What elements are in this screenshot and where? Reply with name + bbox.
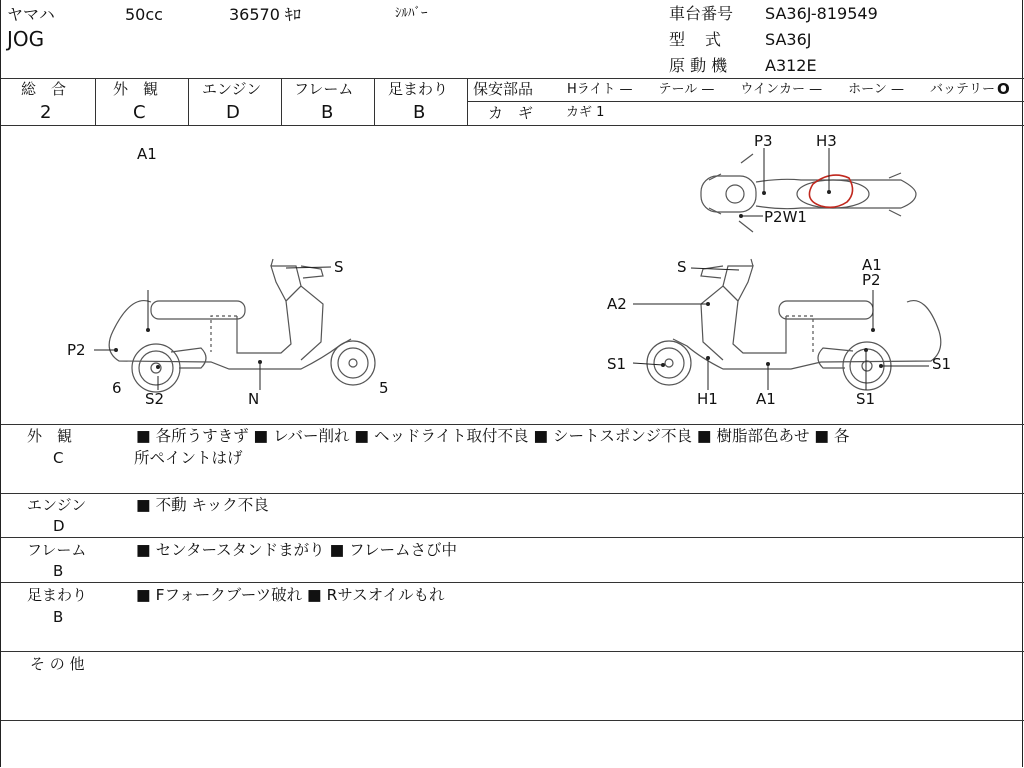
label-right-a1-bottom: A1	[756, 390, 776, 408]
label-top-p3: P3	[754, 132, 773, 150]
section-exterior-line2: 所ペイントはげ	[134, 449, 243, 467]
label-top-h3: H3	[816, 132, 837, 150]
section-engine-line1: ■ 不動 キック不良	[136, 496, 269, 514]
safety-items: Hライト — テール — ウインカー — ホーン — バッテリー	[567, 82, 996, 97]
label-left-5: 5	[379, 379, 389, 397]
divider-section-4	[1, 651, 1024, 652]
frame-no-label: 車台番号	[669, 4, 734, 23]
grade-sep-1	[95, 78, 96, 125]
section-name-frame: フレーム	[27, 541, 87, 559]
grade-label-overall: 総 合	[21, 80, 67, 98]
key-label: カ ギ	[488, 104, 534, 122]
grade-label-engine: エンジン	[202, 80, 262, 98]
frame-no: SA36J-819549	[765, 4, 878, 23]
grade-value-overall: 2	[40, 102, 52, 123]
section-grade-exterior: C	[53, 449, 64, 467]
divider-section-2	[1, 537, 1024, 538]
section-name-engine: エンジン	[27, 496, 87, 514]
section-exterior-line1: ■ 各所うすきず ■ レバー削れ ■ ヘッドライト取付不良 ■ シートスポンジ不良 ■ 樹脂部色あせ ■ 各	[136, 427, 850, 445]
grade-sep-5	[467, 78, 468, 125]
label-right-a1: A1	[862, 256, 882, 274]
type-label: 型 式	[669, 30, 724, 49]
section-grade-suspension: B	[53, 608, 64, 626]
divider-safety	[468, 101, 1024, 102]
grade-label-exterior: 外 観	[113, 80, 159, 98]
type-value: SA36J	[765, 30, 812, 49]
label-right-a2: A2	[607, 295, 627, 313]
label-left-6: 6	[112, 379, 122, 397]
label-right-s1-front: S1	[607, 355, 627, 373]
divider-section-1	[1, 493, 1024, 494]
engine-value: A312E	[765, 56, 817, 75]
section-grade-frame: B	[53, 562, 64, 580]
section-name-suspension: 足まわり	[27, 586, 88, 604]
maker: ヤマハ	[7, 5, 55, 24]
top-view-scooter	[701, 154, 916, 232]
divider-top	[1, 78, 1024, 79]
grade-value-suspension: B	[413, 102, 426, 123]
label-left-n: N	[248, 390, 260, 408]
grade-sep-4	[374, 78, 375, 125]
right-side-scooter	[647, 256, 941, 390]
divider-section-5	[1, 720, 1024, 721]
section-frame-line1: ■ センタースタンドまがり ■ フレームさび中	[136, 541, 458, 559]
grade-value-frame: B	[321, 102, 334, 123]
label-right-p2: P2	[862, 271, 881, 289]
battery-mark: O	[997, 80, 1010, 98]
callout-lines	[94, 145, 929, 390]
label-right-s: S	[677, 258, 687, 276]
grade-value-exterior: C	[133, 102, 146, 123]
grade-label-frame: フレーム	[294, 80, 354, 98]
grade-sep-3	[281, 78, 282, 125]
section-suspension-line1: ■ Fフォークブーツ破れ ■ Rサスオイルもれ	[136, 586, 445, 604]
section-name-exterior: 外 観	[27, 427, 73, 445]
label-left-s: S	[334, 258, 344, 276]
key-value: カギ 1	[566, 105, 605, 120]
grade-label-suspension: 足まわり	[388, 80, 449, 98]
label-left-s2: S2	[145, 390, 165, 408]
label-left-a1: A1	[137, 145, 157, 163]
left-side-scooter	[109, 259, 375, 392]
section-grade-engine: D	[53, 517, 65, 535]
grade-sep-2	[188, 78, 189, 125]
label-left-p2: P2	[67, 341, 86, 359]
divider-section-3	[1, 582, 1024, 583]
mileage: 36570 ｷﾛ	[229, 5, 301, 24]
label-top-p2w1: P2W1	[764, 208, 807, 226]
model-name: JOG	[7, 27, 45, 51]
label-right-s1-bottom: S1	[856, 390, 876, 408]
color: ｼﾙﾊﾞｰ	[395, 6, 428, 21]
safety-title: 保安部品	[473, 80, 534, 98]
label-right-h1: H1	[697, 390, 718, 408]
divider-remarks-top	[1, 424, 1024, 425]
grade-value-engine: D	[226, 102, 240, 123]
engine-label: 原 動 機	[669, 56, 728, 75]
label-right-s1-rear: S1	[932, 355, 952, 373]
displacement: 50cc	[125, 5, 163, 24]
section-name-other: そ の 他	[30, 655, 85, 673]
